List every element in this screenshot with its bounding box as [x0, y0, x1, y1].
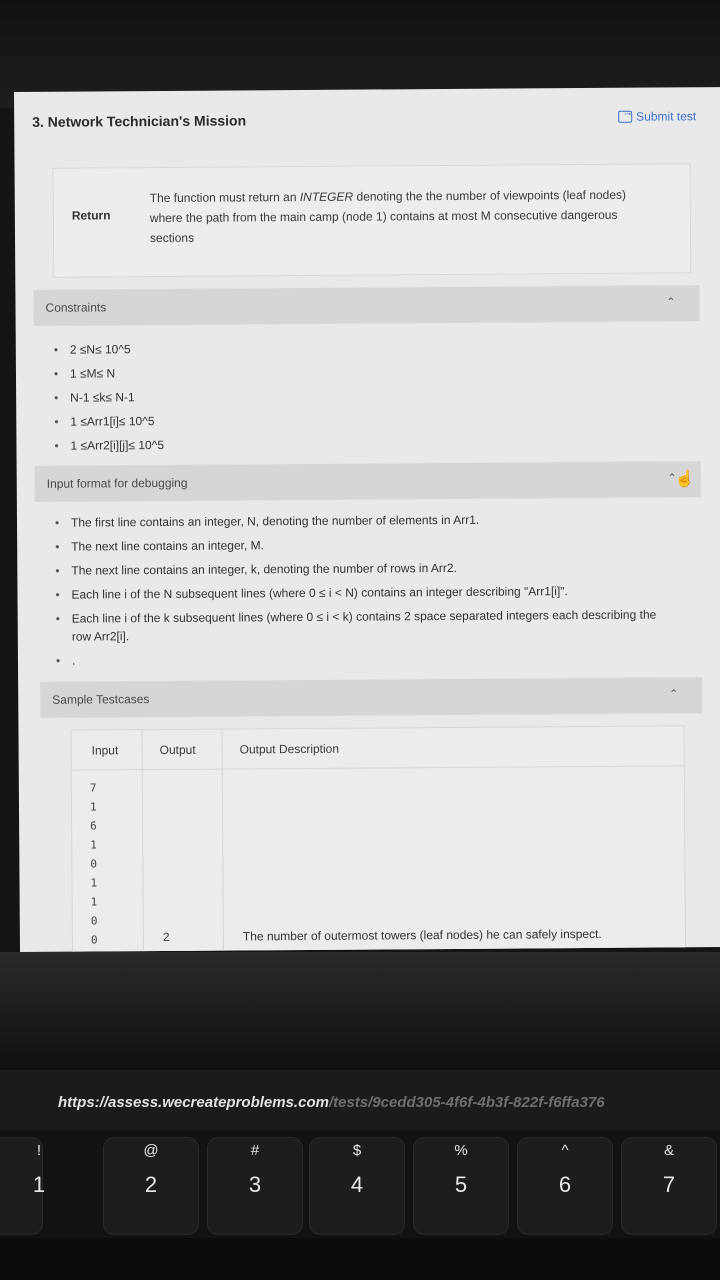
- chevron-up-icon[interactable]: ⌃: [666, 296, 676, 309]
- return-type: INTEGER: [299, 189, 354, 205]
- sample-testcases-header[interactable]: [40, 677, 702, 718]
- input-line: 1: [90, 838, 97, 852]
- chevron-up-icon[interactable]: ⌃: [668, 688, 679, 701]
- input-format-item: • Each line i of the k subsequent lines (where 0 ≤ i < k) contains 2 space separated integers each describing the row Arr2[i].: [56, 605, 676, 645]
- key-6[interactable]: [518, 1138, 612, 1234]
- hand-cursor-icon: ☝: [674, 471, 695, 489]
- input-line: 6: [90, 819, 97, 833]
- constraints-list: [16, 321, 720, 466]
- keyboard-lower-row: [0, 1238, 720, 1280]
- input-line: 7: [89, 781, 97, 795]
- input-format-item: • The first line contains an integer, N, denoting the number of elements in Arr1.: [55, 509, 675, 531]
- return-text-start: The function must return an: [149, 190, 300, 206]
- key-3[interactable]: [208, 1138, 302, 1234]
- key-7[interactable]: [622, 1138, 716, 1234]
- browser-screen: [14, 87, 720, 952]
- sample-input: [90, 778, 98, 949]
- input-format-header[interactable]: [35, 461, 701, 502]
- submit-label: Submit test: [636, 109, 697, 124]
- input-line: 1: [89, 800, 97, 814]
- sample-heading: Sample Testcases: [52, 692, 150, 707]
- sample-output: 2: [162, 929, 170, 944]
- column-header-output: Output: [159, 742, 196, 757]
- question-title: 3. Network Technician's Mission: [32, 112, 247, 130]
- url-path: /tests/9cedd305-4f6f-4b3f-822f-f6ffa376: [328, 1094, 605, 1111]
- key-number: 4: [350, 1172, 364, 1197]
- input-line: 1: [90, 895, 98, 909]
- key-symbol: @: [143, 1142, 159, 1159]
- constraint-item: • 2 ≤N≤ 10^5: [54, 333, 720, 362]
- key-symbol: ^: [561, 1142, 569, 1159]
- constraint-item: • 1 ≤M≤ N: [54, 357, 720, 386]
- key-number: 2: [144, 1172, 158, 1197]
- constraints-header[interactable]: [33, 285, 699, 326]
- key-number: 1: [32, 1172, 46, 1197]
- input-line: 0: [90, 933, 98, 947]
- key-symbol: !: [36, 1142, 42, 1159]
- return-description: [150, 185, 640, 256]
- input-format-item: • The next line contains an integer, M.: [55, 533, 675, 555]
- key-symbol: &: [663, 1142, 674, 1159]
- key-number: 7: [662, 1172, 676, 1197]
- chevron-up-icon[interactable]: ⌃: [667, 472, 677, 485]
- constraint-item: • 1 ≤Arr1[i]≤ 10^5: [54, 405, 720, 434]
- sample-table: [70, 725, 686, 952]
- key-4[interactable]: [310, 1138, 404, 1234]
- constraint-item: • N-1 ≤k≤ N-1: [54, 381, 720, 410]
- laptop-bezel-bottom: [0, 952, 720, 1072]
- return-box: [53, 163, 692, 277]
- key-number: 5: [454, 1172, 468, 1197]
- key-number: 3: [248, 1172, 262, 1197]
- input-format-item: • The next line contains an integer, k, denoting the number of rows in Arr2.: [55, 557, 675, 579]
- submit-icon: [618, 111, 632, 123]
- url-host: https://assess.wecreateproblems.com: [58, 1094, 329, 1111]
- column-header-description: Output Description: [239, 741, 340, 756]
- key-5[interactable]: [414, 1138, 508, 1234]
- return-text-end: denoting the the number of viewpoints (leaf nodes) where the path from the main camp (node 1) contains at most M consecutive dangerous sections: [149, 187, 627, 246]
- constraints-heading: Constraints: [45, 300, 107, 315]
- key-1[interactable]: [0, 1138, 46, 1234]
- return-label: Return: [71, 208, 111, 223]
- input-format-item: • .: [56, 647, 676, 669]
- input-format-list: [17, 497, 720, 682]
- input-line: 1: [90, 876, 98, 890]
- input-line: 0: [90, 857, 98, 871]
- key-number: 6: [558, 1172, 572, 1197]
- table-header: [71, 726, 683, 770]
- input-format-item: • Each line i of the N subsequent lines (where 0 ≤ i < N) contains an integer describing "Arr1[i]".: [55, 581, 675, 603]
- input-format-heading: Input format for debugging: [46, 475, 188, 491]
- key-symbol: #: [250, 1142, 260, 1159]
- key-2[interactable]: [104, 1138, 198, 1234]
- input-line: 0: [90, 914, 98, 928]
- constraint-item: • 1 ≤Arr2[i][j]≤ 10^5: [54, 429, 720, 458]
- sample-output-description: The number of outermost towers (leaf nodes) he can safely inspect.: [242, 926, 602, 944]
- column-header-input: Input: [91, 742, 119, 757]
- submit-test-button[interactable]: [618, 109, 696, 124]
- test-header: [14, 87, 720, 168]
- key-symbol: %: [454, 1142, 468, 1159]
- key-symbol: $: [352, 1142, 362, 1159]
